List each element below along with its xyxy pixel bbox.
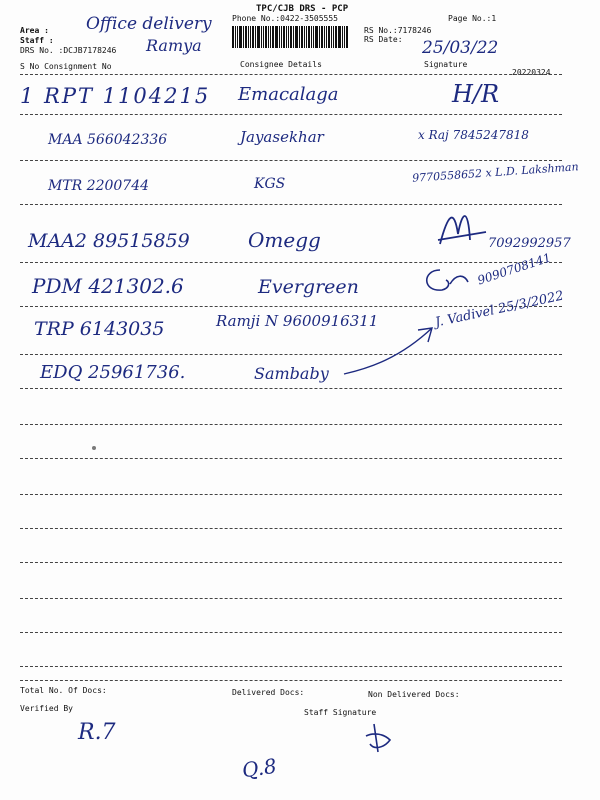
handwritten-note: Q.8 [240, 753, 278, 783]
row-5-signature: 9090708141 [475, 250, 553, 288]
row-divider [20, 528, 562, 529]
row-1-consignee: Emacalaga [238, 84, 339, 105]
row-5-consignment: PDM 421302.6 [32, 274, 184, 298]
barcode [232, 26, 356, 48]
barcode-bar [346, 26, 348, 48]
barcode-bar [250, 26, 251, 48]
barcode-bar [304, 26, 305, 48]
barcode-bar [268, 26, 269, 48]
staff-signature-label: Staff Signature [304, 708, 377, 717]
header-rule [20, 74, 562, 75]
row-4-signature: 7092992957 [488, 236, 571, 251]
barcode-bar [275, 26, 278, 48]
total-docs-label: Total No. Of Docs: [20, 686, 107, 695]
barcode-bar [286, 26, 287, 48]
barcode-bar [237, 26, 238, 48]
barcode-bar [324, 26, 325, 48]
non-delivered-docs-label: Non Delivered Docs: [368, 690, 460, 699]
row-divider [20, 262, 562, 263]
row-3-signature: 9770558652 x L.D. Lakshman [411, 160, 580, 185]
handwritten-date: 25/03/22 [422, 38, 499, 58]
col-sno-consignment: S No Consignment No [20, 62, 112, 71]
barcode-bar [232, 26, 234, 48]
row-3-consignment: MTR 2200744 [48, 178, 150, 194]
handwritten-staff: Ramya [146, 36, 202, 55]
barcode-bar [290, 26, 292, 48]
barcode-bar [257, 26, 260, 48]
barcode-bar [261, 26, 262, 48]
row-5-consignee: Evergreen [258, 276, 359, 298]
barcode-bar [344, 26, 345, 48]
rs-date-label: RS Date: [364, 35, 403, 44]
rs-number: RS No.:7178246 [364, 26, 432, 35]
row-1-consignment: 1 RPT 1104215 [20, 84, 211, 108]
barcode-bar [263, 26, 264, 48]
row-6-signature: J. Vadivel 25/3/2022 [433, 288, 566, 331]
barcode-bar [281, 26, 282, 48]
barcode-bar [338, 26, 341, 48]
barcode-bar [335, 26, 337, 48]
barcode-bar [326, 26, 327, 48]
barcode-bar [288, 26, 289, 48]
row-divider [20, 666, 562, 667]
barcode-bar [279, 26, 280, 48]
barcode-bar [333, 26, 334, 48]
staff-signature-scribble [364, 722, 394, 756]
row-divider [20, 160, 562, 161]
arrow-mark [340, 322, 440, 380]
barcode-bar [299, 26, 300, 48]
row-divider [20, 562, 562, 563]
row-4-consignee: Omegg [248, 228, 321, 252]
barcode-bar [301, 26, 303, 48]
row-divider [20, 388, 562, 389]
barcode-bar [313, 26, 314, 48]
row-6-consignment: TRP 6143035 [34, 318, 165, 340]
row-divider [20, 632, 562, 633]
row-divider [20, 114, 562, 115]
verifier-handwriting: R.7 [78, 720, 116, 745]
signature-scribble [420, 264, 472, 298]
barcode-bar [283, 26, 285, 48]
barcode-bar [328, 26, 330, 48]
row-3-consignee: KGS [254, 176, 286, 192]
col-consignee-details: Consignee Details [240, 60, 322, 69]
date-stamp: 20220324 [512, 68, 551, 77]
row-2-consignee: Jayasekhar [240, 128, 324, 146]
row-6-consignee: Ramji N 9600916311 [216, 312, 379, 330]
barcode-bar [308, 26, 310, 48]
barcode-bar [306, 26, 307, 48]
row-7-consignee: Sambaby [254, 364, 329, 383]
barcode-bar [248, 26, 249, 48]
row-divider [20, 354, 562, 355]
barcode-bar [245, 26, 247, 48]
phone-number: Phone No.:0422-3505555 [232, 14, 338, 23]
col-signature: Signature [424, 60, 468, 69]
footer-rule [20, 680, 562, 681]
barcode-bar [270, 26, 271, 48]
barcode-bar [342, 26, 343, 48]
staff-label: Staff : [20, 36, 54, 45]
barcode-bar [272, 26, 274, 48]
drs-number: DRS No. :DCJB7178246 [20, 46, 117, 55]
signature-scribble [434, 204, 490, 252]
row-2-consignment: MAA 566042336 [48, 132, 168, 148]
row-4-consignment: MAA2 89515859 [28, 230, 190, 252]
row-divider [20, 458, 562, 459]
handwritten-area: Office delivery [86, 14, 212, 34]
verified-by-label: Verified By [20, 704, 73, 713]
area-label: Area : [20, 26, 49, 35]
barcode-bar [315, 26, 318, 48]
row-7-consignment: EDQ 25961736. [40, 362, 186, 383]
barcode-bar [255, 26, 256, 48]
delivered-docs-label: Delivered Docs: [232, 688, 305, 697]
row-divider [20, 494, 562, 495]
barcode-bar [311, 26, 312, 48]
document-title: TPC/CJB DRS - PCP [256, 4, 349, 14]
barcode-bar [321, 26, 323, 48]
barcode-bar [265, 26, 267, 48]
barcode-bar [243, 26, 244, 48]
row-divider [20, 598, 562, 599]
barcode-bar [235, 26, 236, 48]
barcode-bar [293, 26, 294, 48]
row-divider [20, 424, 562, 425]
barcode-bar [319, 26, 320, 48]
barcode-bar [331, 26, 332, 48]
ink-speck [92, 446, 96, 450]
barcode-bar [239, 26, 242, 48]
page-number: Page No.:1 [448, 14, 497, 23]
barcode-bar [252, 26, 254, 48]
row-1-signature: H/R [452, 80, 500, 108]
row-2-signature: x Raj 7845247818 [418, 128, 529, 142]
barcode-bar [295, 26, 298, 48]
